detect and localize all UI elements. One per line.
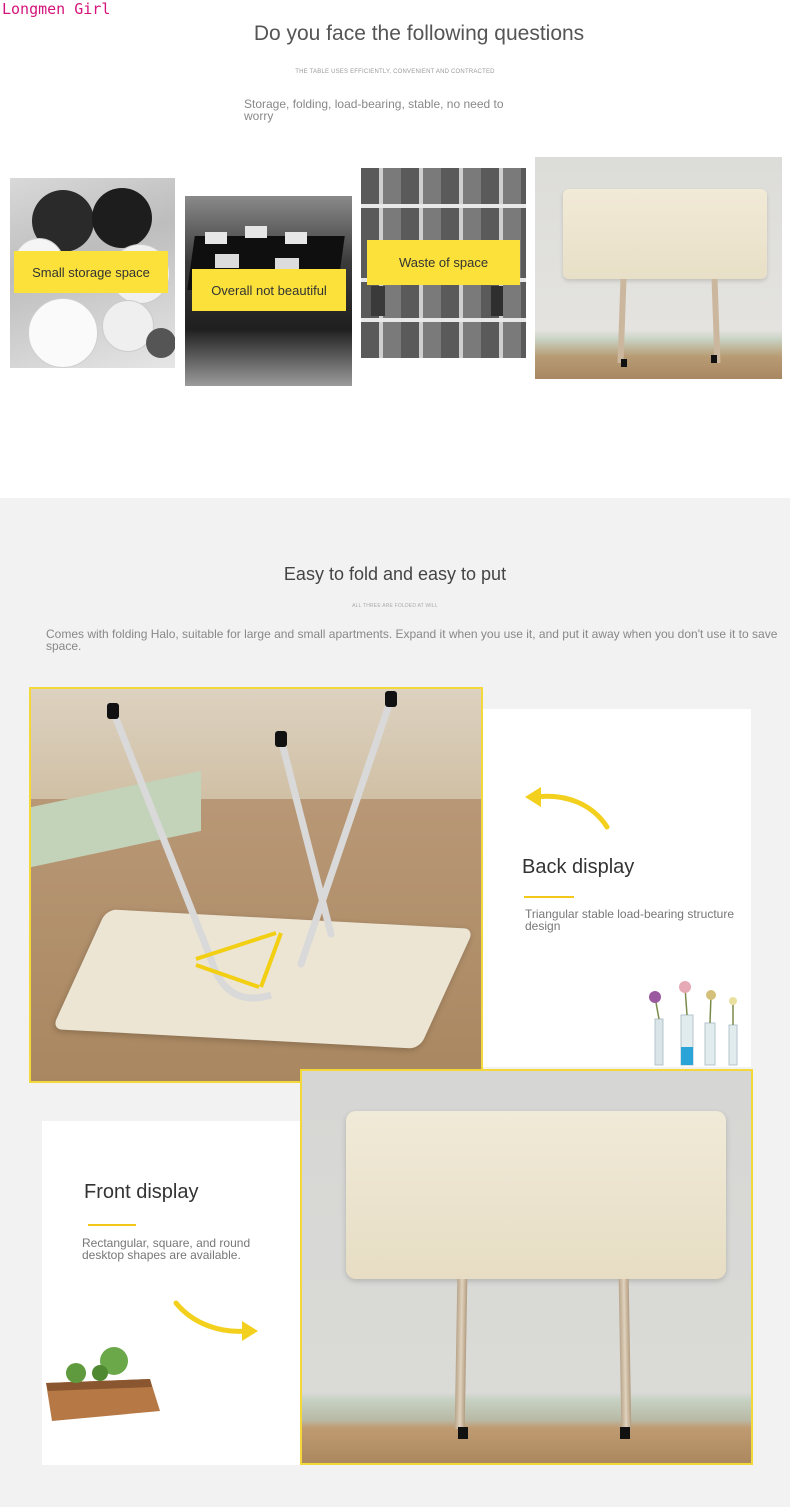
front-display-card	[42, 1121, 300, 1465]
accent-line	[524, 896, 574, 898]
section-subtitle: THE TABLE USES EFFICIENTLY, CONVENIENT AND CONTRACTED	[295, 69, 495, 75]
space-label: Waste of space	[367, 240, 520, 285]
back-display-photo	[29, 687, 483, 1083]
front-display-description: Rectangular, square, and round desktop shapes are available.	[82, 1236, 251, 1262]
storage-label: Small storage space	[14, 251, 168, 293]
section-title: Easy to fold and easy to put	[283, 564, 507, 584]
folded-table-photo	[535, 157, 782, 379]
section-description: Comes with folding Halo, suitable for large and small apartments. Expand it when you use it, and put it away when you don't use it to save space.	[46, 627, 778, 653]
section-title: Do you face the following questions	[253, 22, 585, 45]
section-subtitle: ALL THREE ARE FOLDED AT WILL	[352, 603, 438, 609]
back-display-description: Triangular stable load-bearing structure design	[525, 907, 734, 933]
planter-icon	[42, 1343, 162, 1423]
back-display-heading: Back display	[522, 856, 635, 878]
vase-flowers-icon	[641, 979, 747, 1067]
back-display-card	[483, 709, 751, 1067]
curved-arrow-icon	[172, 1297, 262, 1345]
section-description: Storage, folding, load-bearing, stable, no need to worry	[244, 97, 504, 123]
front-display-photo	[300, 1069, 753, 1465]
curved-arrow-icon	[523, 783, 613, 831]
watermark: Longmen Girl	[2, 0, 111, 18]
accent-line	[88, 1224, 136, 1226]
beauty-label: Overall not beautiful	[192, 269, 346, 311]
front-display-heading: Front display	[84, 1181, 199, 1203]
